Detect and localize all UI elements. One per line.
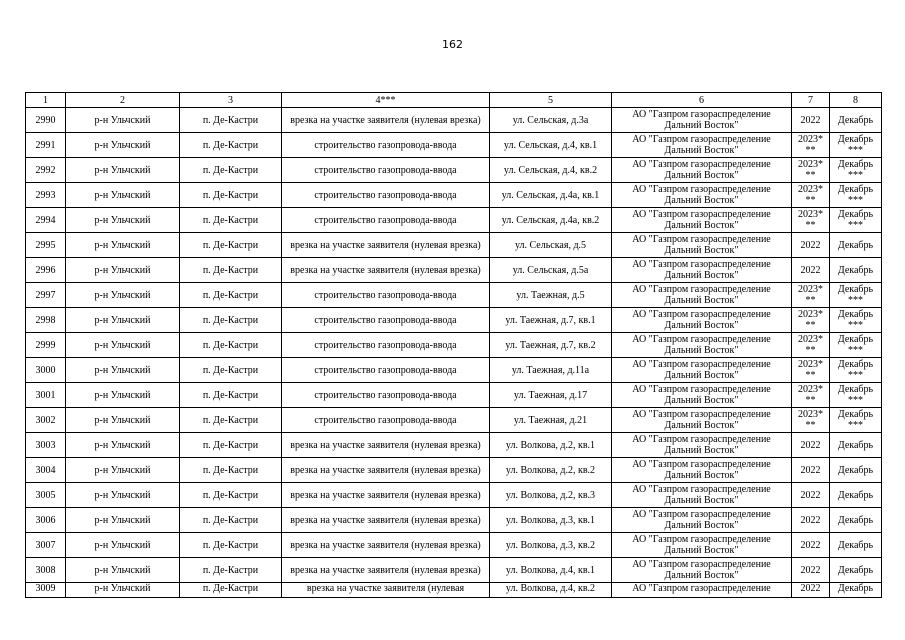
district-cell: р-н Ульчский	[66, 233, 180, 258]
year-cell: 2023* **	[792, 158, 830, 183]
organization-cell: АО "Газпром газораспределение Дальний Восток"	[612, 258, 792, 283]
row-number-cell: 3008	[26, 558, 66, 583]
district-cell: р-н Ульчский	[66, 558, 180, 583]
month-cell: Декабрь ***	[830, 183, 882, 208]
table-row	[26, 283, 882, 308]
address-cell: ул. Волкова, д.4, кв.1	[490, 558, 612, 583]
settlement-cell: п. Де-Кастри	[180, 208, 282, 233]
settlement-cell: п. Де-Кастри	[180, 308, 282, 333]
work-type-cell: врезка на участке заявителя (нулевая врезка)	[282, 558, 490, 583]
row-number-cell: 2994	[26, 208, 66, 233]
table-row	[26, 483, 882, 508]
settlement-cell: п. Де-Кастри	[180, 333, 282, 358]
row-number-cell: 3009	[26, 583, 66, 598]
work-type-cell: строительство газопровода-ввода	[282, 133, 490, 158]
settlement-cell: п. Де-Кастри	[180, 283, 282, 308]
column-header: 3	[180, 93, 282, 108]
year-cell: 2022	[792, 433, 830, 458]
district-cell: р-н Ульчский	[66, 258, 180, 283]
month-cell: Декабрь ***	[830, 383, 882, 408]
month-cell: Декабрь	[830, 483, 882, 508]
district-cell: р-н Ульчский	[66, 358, 180, 383]
address-cell: ул. Волкова, д.3, кв.2	[490, 533, 612, 558]
district-cell: р-н Ульчский	[66, 483, 180, 508]
organization-cell: АО "Газпром газораспределение Дальний Восток"	[612, 483, 792, 508]
address-cell: ул. Волкова, д.4, кв.2	[490, 583, 612, 598]
settlement-cell: п. Де-Кастри	[180, 483, 282, 508]
organization-cell: АО "Газпром газораспределение Дальний Восток"	[612, 133, 792, 158]
row-number-cell: 2996	[26, 258, 66, 283]
organization-cell: АО "Газпром газораспределение Дальний Восток"	[612, 333, 792, 358]
year-cell: 2022	[792, 583, 830, 598]
settlement-cell: п. Де-Кастри	[180, 233, 282, 258]
table-row	[26, 458, 882, 483]
district-cell: р-н Ульчский	[66, 508, 180, 533]
settlement-cell: п. Де-Кастри	[180, 358, 282, 383]
work-type-cell: строительство газопровода-ввода	[282, 383, 490, 408]
settlement-cell: п. Де-Кастри	[180, 158, 282, 183]
year-cell: 2023* **	[792, 133, 830, 158]
table-row	[26, 408, 882, 433]
row-number-cell: 2998	[26, 308, 66, 333]
district-cell: р-н Ульчский	[66, 458, 180, 483]
gas-connection-table	[25, 92, 882, 598]
column-header: 2	[66, 93, 180, 108]
organization-cell: АО "Газпром газораспределение Дальний Восток"	[612, 108, 792, 133]
work-type-cell: врезка на участке заявителя (нулевая врезка)	[282, 483, 490, 508]
row-number-cell: 2999	[26, 333, 66, 358]
month-cell: Декабрь ***	[830, 308, 882, 333]
settlement-cell: п. Де-Кастри	[180, 583, 282, 598]
month-cell: Декабрь ***	[830, 158, 882, 183]
work-type-cell: врезка на участке заявителя (нулевая врезка)	[282, 233, 490, 258]
table-row	[26, 258, 882, 283]
organization-cell: АО "Газпром газораспределение Дальний Восток"	[612, 233, 792, 258]
table-row	[26, 208, 882, 233]
address-cell: ул. Таежная, д.5	[490, 283, 612, 308]
organization-cell: АО "Газпром газораспределение Дальний Восток"	[612, 208, 792, 233]
address-cell: ул. Таежная, д.7, кв.2	[490, 333, 612, 358]
work-type-cell: строительство газопровода-ввода	[282, 283, 490, 308]
district-cell: р-н Ульчский	[66, 283, 180, 308]
row-number-cell: 3007	[26, 533, 66, 558]
address-cell: ул. Таежная, д.7, кв.1	[490, 308, 612, 333]
work-type-cell: врезка на участке заявителя (нулевая врезка)	[282, 508, 490, 533]
header-row	[26, 93, 882, 108]
row-number-cell: 3005	[26, 483, 66, 508]
address-cell: ул. Таежная, д.17	[490, 383, 612, 408]
address-cell: ул. Сельская, д.5	[490, 233, 612, 258]
year-cell: 2022	[792, 508, 830, 533]
row-number-cell: 2992	[26, 158, 66, 183]
work-type-cell: врезка на участке заявителя (нулевая врезка)	[282, 258, 490, 283]
address-cell: ул. Сельская, д.4, кв.1	[490, 133, 612, 158]
organization-cell: АО "Газпром газораспределение Дальний Восток"	[612, 408, 792, 433]
year-cell: 2022	[792, 108, 830, 133]
address-cell: ул. Таежная, д.11а	[490, 358, 612, 383]
settlement-cell: п. Де-Кастри	[180, 108, 282, 133]
organization-cell: АО "Газпром газораспределение Дальний Восток"	[612, 283, 792, 308]
month-cell: Декабрь ***	[830, 133, 882, 158]
row-number-cell: 3006	[26, 508, 66, 533]
organization-cell: АО "Газпром газораспределение Дальний Восток"	[612, 358, 792, 383]
work-type-cell: строительство газопровода-ввода	[282, 308, 490, 333]
year-cell: 2022	[792, 258, 830, 283]
year-cell: 2023* **	[792, 383, 830, 408]
table-row	[26, 333, 882, 358]
organization-cell: АО "Газпром газораспределение Дальний Восток"	[612, 458, 792, 483]
month-cell: Декабрь ***	[830, 408, 882, 433]
settlement-cell: п. Де-Кастри	[180, 433, 282, 458]
work-type-cell: строительство газопровода-ввода	[282, 408, 490, 433]
address-cell: ул. Волкова, д.3, кв.1	[490, 508, 612, 533]
address-cell: ул. Сельская, д.4а, кв.2	[490, 208, 612, 233]
month-cell: Декабрь	[830, 533, 882, 558]
table-body	[26, 108, 882, 598]
table-row	[26, 558, 882, 583]
table-row	[26, 233, 882, 258]
organization-cell: АО "Газпром газораспределение Дальний Восток"	[612, 508, 792, 533]
work-type-cell: врезка на участке заявителя (нулевая врезка)	[282, 433, 490, 458]
year-cell: 2023* **	[792, 183, 830, 208]
year-cell: 2022	[792, 558, 830, 583]
settlement-cell: п. Де-Кастри	[180, 508, 282, 533]
year-cell: 2022	[792, 233, 830, 258]
month-cell: Декабрь	[830, 433, 882, 458]
year-cell: 2022	[792, 458, 830, 483]
row-number-cell: 2990	[26, 108, 66, 133]
year-cell: 2023* **	[792, 408, 830, 433]
table-row	[26, 308, 882, 333]
settlement-cell: п. Де-Кастри	[180, 458, 282, 483]
column-header: 7	[792, 93, 830, 108]
year-cell: 2022	[792, 533, 830, 558]
organization-cell: АО "Газпром газораспределение Дальний Восток"	[612, 533, 792, 558]
year-cell: 2023* **	[792, 308, 830, 333]
table-row	[26, 108, 882, 133]
address-cell: ул. Таежная, д.21	[490, 408, 612, 433]
month-cell: Декабрь	[830, 258, 882, 283]
organization-cell: АО "Газпром газораспределение Дальний Восток"	[612, 383, 792, 408]
district-cell: р-н Ульчский	[66, 533, 180, 558]
row-number-cell: 3001	[26, 383, 66, 408]
organization-cell: АО "Газпром газораспределение Дальний Восток"	[612, 183, 792, 208]
month-cell: Декабрь	[830, 558, 882, 583]
organization-cell: АО "Газпром газораспределение Дальний Восток"	[612, 308, 792, 333]
settlement-cell: п. Де-Кастри	[180, 133, 282, 158]
year-cell: 2022	[792, 483, 830, 508]
month-cell: Декабрь	[830, 583, 882, 598]
table-row	[26, 133, 882, 158]
settlement-cell: п. Де-Кастри	[180, 258, 282, 283]
address-cell: ул. Волкова, д.2, кв.3	[490, 483, 612, 508]
district-cell: р-н Ульчский	[66, 408, 180, 433]
address-cell: ул. Сельская, д.3а	[490, 108, 612, 133]
row-number-cell: 2993	[26, 183, 66, 208]
work-type-cell: строительство газопровода-ввода	[282, 208, 490, 233]
settlement-cell: п. Де-Кастри	[180, 408, 282, 433]
year-cell: 2023* **	[792, 333, 830, 358]
table-row	[26, 383, 882, 408]
table-row	[26, 533, 882, 558]
page-number: 162	[442, 38, 463, 51]
row-number-cell: 2995	[26, 233, 66, 258]
month-cell: Декабрь ***	[830, 208, 882, 233]
table-row	[26, 158, 882, 183]
column-header: 8	[830, 93, 882, 108]
row-number-cell: 3000	[26, 358, 66, 383]
column-header: 1	[26, 93, 66, 108]
row-number-cell: 2997	[26, 283, 66, 308]
table-row	[26, 508, 882, 533]
address-cell: ул. Волкова, д.2, кв.2	[490, 458, 612, 483]
month-cell: Декабрь	[830, 458, 882, 483]
work-type-cell: врезка на участке заявителя (нулевая врезка)	[282, 108, 490, 133]
work-type-cell: врезка на участке заявителя (нулевая	[282, 583, 490, 598]
table-row	[26, 358, 882, 383]
work-type-cell: строительство газопровода-ввода	[282, 358, 490, 383]
year-cell: 2023* **	[792, 283, 830, 308]
column-header: 6	[612, 93, 792, 108]
settlement-cell: п. Де-Кастри	[180, 383, 282, 408]
address-cell: ул. Волкова, д.2, кв.1	[490, 433, 612, 458]
column-header: 4***	[282, 93, 490, 108]
month-cell: Декабрь	[830, 108, 882, 133]
year-cell: 2023* **	[792, 208, 830, 233]
month-cell: Декабрь	[830, 233, 882, 258]
table-row	[26, 433, 882, 458]
work-type-cell: строительство газопровода-ввода	[282, 183, 490, 208]
organization-cell: АО "Газпром газораспределение Дальний Восток"	[612, 158, 792, 183]
work-type-cell: врезка на участке заявителя (нулевая врезка)	[282, 533, 490, 558]
month-cell: Декабрь ***	[830, 283, 882, 308]
row-number-cell: 3004	[26, 458, 66, 483]
address-cell: ул. Сельская, д.4а, кв.1	[490, 183, 612, 208]
month-cell: Декабрь ***	[830, 333, 882, 358]
organization-cell: АО "Газпром газораспределение	[612, 583, 792, 598]
district-cell: р-н Ульчский	[66, 333, 180, 358]
year-cell: 2023* **	[792, 358, 830, 383]
table-row	[26, 583, 882, 598]
district-cell: р-н Ульчский	[66, 383, 180, 408]
district-cell: р-н Ульчский	[66, 308, 180, 333]
district-cell: р-н Ульчский	[66, 133, 180, 158]
district-cell: р-н Ульчский	[66, 108, 180, 133]
address-cell: ул. Сельская, д.5а	[490, 258, 612, 283]
month-cell: Декабрь ***	[830, 358, 882, 383]
settlement-cell: п. Де-Кастри	[180, 558, 282, 583]
organization-cell: АО "Газпром газораспределение Дальний Восток"	[612, 433, 792, 458]
column-header: 5	[490, 93, 612, 108]
settlement-cell: п. Де-Кастри	[180, 533, 282, 558]
district-cell: р-н Ульчский	[66, 433, 180, 458]
row-number-cell: 3002	[26, 408, 66, 433]
work-type-cell: строительство газопровода-ввода	[282, 333, 490, 358]
work-type-cell: врезка на участке заявителя (нулевая врезка)	[282, 458, 490, 483]
row-number-cell: 3003	[26, 433, 66, 458]
district-cell: р-н Ульчский	[66, 183, 180, 208]
address-cell: ул. Сельская, д.4, кв.2	[490, 158, 612, 183]
district-cell: р-н Ульчский	[66, 583, 180, 598]
settlement-cell: п. Де-Кастри	[180, 183, 282, 208]
work-type-cell: строительство газопровода-ввода	[282, 158, 490, 183]
district-cell: р-н Ульчский	[66, 208, 180, 233]
organization-cell: АО "Газпром газораспределение Дальний Восток"	[612, 558, 792, 583]
month-cell: Декабрь	[830, 508, 882, 533]
table-row	[26, 183, 882, 208]
district-cell: р-н Ульчский	[66, 158, 180, 183]
row-number-cell: 2991	[26, 133, 66, 158]
